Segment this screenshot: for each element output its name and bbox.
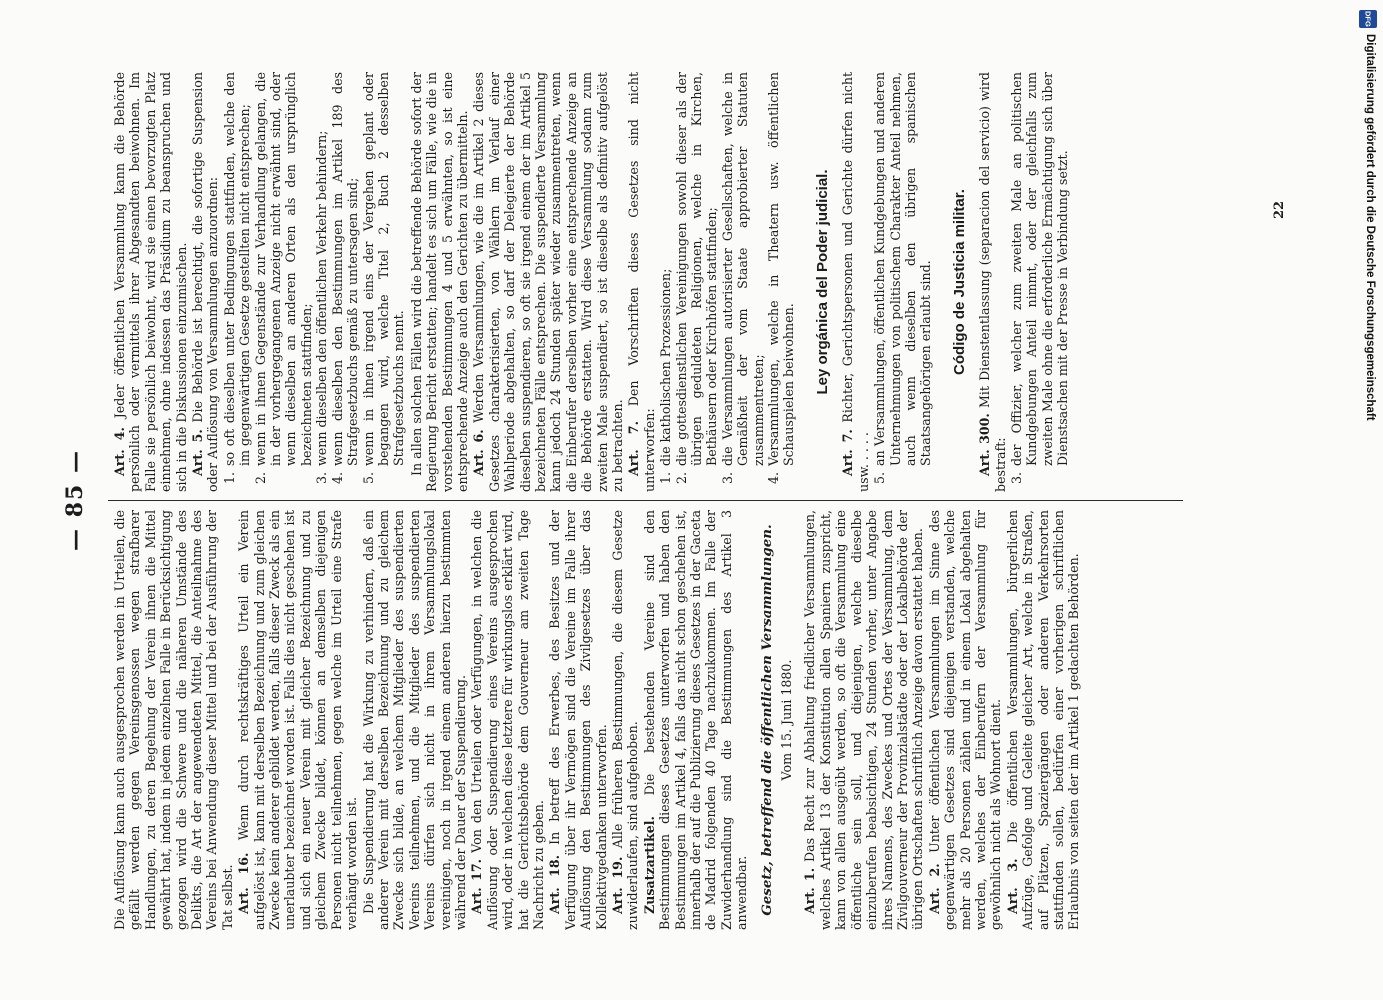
paragraph-art-16b: Die Suspendierung hat die Wirkung zu verhindern, daß ein anderer Verein mit derselben Bezeichnung und zu gleichem Zwecke sich bilde, an welchem Mitglieder des suspendierten Vereins teilnehmen, und die Mitglieder des suspendierten Vereins dürfen sich nicht in ihrem Versammlungslokal vereinigen, noch in irgend einem anderen hierzu bestimmten während der Dauer der Suspendierung.: [360, 510, 468, 930]
article-label: Art. 7.: [840, 429, 856, 476]
list-item: 1. so oft dieselben unter Bedingungen stattfinden, welche den im gegenwärtigen Gesetze gestellten nicht entsprechen;: [222, 72, 253, 468]
paragraph-art-19: [610, 510, 641, 930]
list-item: 1. die katholischen Prozessionen;: [658, 72, 673, 468]
list-item: 5. an Versammlungen, öffentlichen Kundgebungen und anderen Unternehmungen von politischem Charakter Anteil nehmen, auch wenn dieselben den übrigen spanischen Staatsangehörigen erlaubt sind.: [872, 72, 934, 468]
article-text: Die öffentlichen Versammlungen, bürgerlichen Aufzüge, Gefolge und Geleite gleicher Art, welche in Straßen, auf Plätzen, Spaziergängen oder anderen Verkehrsorten stattfinden sollen, bedürfen einer vorherigen schriftlichen Erlaubnis von seiten der im Artikel 1 gedachten Behörden.: [1004, 510, 1082, 930]
section-heading-ley: Ley orgánica del Poder judicial.: [813, 169, 831, 395]
page-number: — 85 —: [62, 449, 88, 551]
list-art-300: [1009, 72, 1071, 492]
article-label: Art. 18.: [547, 854, 563, 914]
article-text: Unter öffentlichen Versammlungen im Sinne des gegenwärtigen Gesetzes sind diejenigen verstanden, welche mehr als 20 Personen zählen und in einem Lokal abgehalten werden, welches der Einberufern der Versammlung für gewöhnlich nicht als Wohnort dient.: [926, 510, 1004, 930]
article-text: Werden Versammlungen, wie die im Artikel 2 dieses Gesetzes charakterisierten, von Wählern im Verlauf einer Wahlperiode abgehalten, so darf der Delegierte der Behörde dieselben suspendieren, so oft sie irgend einem der im Artikel 5 bezeichneten Fälle entsprechen. Die suspendierte Versammlung kann jedoch 24 Stunden später wieder zusammentreten, wenn die Einberufer derselben vorher eine entsprechende Anzeige an die Behörde erstatten. Wird diese Versammlung sodann zum zweiten Male suspendiert, so ist dieselbe als definitiv aufgelöst zu betrachten.: [471, 72, 625, 492]
list-item: 2. die gottesdienstlichen Vereinigungen sowohl dieser als der übrigen geduldeten Religionen, welche in Kirchen, Bethäusern oder Kirchhöfen stattfinden;: [674, 72, 720, 468]
paragraph-art-2: [927, 510, 1004, 930]
paragraph-art-17: [469, 510, 546, 930]
article-text: Das Recht zur Abhaltung friedlicher Versammlungen, welches Artikel 13 der Konstitution allen Spaniern zuspricht, kann von allen ausgeübt werden, so oft die Versammlung eine öffentliche sein soll, und diejenigen, welche dieselbe einzuberufen beabsichtigen, 24 Stunden vorher, unter Angabe ihres Namens, des Zweckes und Ortes der Versammlung, dem Zivilgouverneur der Provinzialstädte oder der Lokalbehörde der übrigen Ortschaften schriftlich Anzeige davon erstattet haben.: [802, 510, 926, 930]
article-label: Art. 3.: [1004, 858, 1020, 914]
left-column: [112, 510, 1182, 930]
article-label: Art. 2.: [926, 863, 942, 914]
article-label: Art. 19.: [610, 856, 625, 914]
list-ley-art-7: [872, 72, 934, 492]
section-heading-codigo: Código de Justicia militar.: [950, 189, 968, 375]
article-text: Mit Dienstentlassung (separacion del servicio) wird bestraft:: [977, 72, 1008, 492]
paragraph-art-300: [977, 72, 1008, 492]
paragraph-art-5: [190, 72, 221, 492]
paragraph-art-7: [626, 72, 657, 492]
list-item: 5. wenn in ihnen irgend eins der Vergehen geplant oder begangen wird, welche Titel 2, Buch 2 desselben Strafgesetzbuchs nennt.: [361, 72, 407, 468]
signature-mark: 22: [1272, 200, 1287, 220]
article-label: Art. 4.: [112, 427, 127, 476]
column-divider: [108, 500, 1183, 501]
paragraph-art-3: [1005, 510, 1082, 930]
paragraph-art-4: [112, 72, 189, 492]
article-text: Den Vorschriften dieses Gesetzes sind nicht unterworfen:: [626, 72, 657, 492]
list-item: 3. die Versammlungen autorisierter Gesellschaften, welche in Gemäßheit der vom Staate approbierter Statuten zusammentreten;: [720, 72, 766, 468]
list-art-7: [658, 72, 797, 492]
article-label: Art. 1.: [802, 867, 818, 914]
article-label: Art. 300.: [977, 413, 993, 476]
paragraph-ley-art-7: [840, 72, 871, 492]
right-column: [112, 72, 1182, 492]
section-heading-gesetz: Gesetz, betreffend die öffentlichen Versammlungen.: [758, 524, 775, 916]
paragraph-intro: Die Auflösung kann auch ausgesprochen werden in Urteilen, die gefällt werden gegen Vereinsgenossen wegen strafbarer Handlungen, zu deren Begehung der Verein ihnen die Mittel gewährt hat, indem in jedem einzelnen Falle in Berücksichtigung gezogen wird die Schwere und die näheren Umstände des Delikts, die Art der angewendeten Mittel, die Anteilnahme des Vereins bei Anwendung dieser Mittel und bei der Ausführung der Tat selbst.: [112, 510, 235, 930]
article-text: Die bestehenden Vereine sind den Bestimmungen dieses Gesetzes unterworfen und haben den Bestimmungen im Artikel 4, falls das nicht schon geschehen ist, innerhalb der auf die Publizierung dieses Gesetzes in der Gaceta de Madrid folgenden 40 Tage nachzukommen. Im Falle der Zuwiderhandlung sind die Bestimmungen des Artikel 3 anwendbar.: [641, 510, 750, 930]
article-label: Art. 17.: [469, 858, 485, 914]
dfg-logo-icon: DFG: [1359, 10, 1377, 28]
article-text: Wenn durch rechtskräftiges Urteil ein Verein aufgelöst ist, kann mit derselben Bezeichnung und zum gleichen Zwecke kein anderer gebildet werden, falls dieser Zweck als ein unerlaubter bezeichnet worden ist. Falls dies nicht geschehen ist und sich ein neuer Verein mit gleicher Bezeichnung und zu gleichem Zwecke bildet, können an demselben diejenigen Personen nicht teilnehmen, gegen welche im Urteil eine Strafe verhängt worden ist.: [236, 510, 360, 930]
article-text: Richter, Gerichtspersonen und Gerichte dürfen nicht usw. . . . .: [840, 72, 871, 492]
article-text: Die Behörde ist berechtigt, die sofortige Suspension oder Auflösung von Versammlungen anzuordnen:: [190, 72, 221, 492]
article-label: Zusatzartikel.: [641, 816, 657, 914]
list-art-5: [222, 72, 407, 492]
paragraph-art-16: [236, 510, 359, 930]
article-label: Art. 5.: [190, 429, 206, 476]
list-item: 3. der Offizier, welcher zum zweiten Male an politischen Kundgebungen Anteil nimmt, oder der gleichfalls zum zweiten Male ohne die erforderliche Ermächtigung sich über Dienstsachen mit der Presse in Verbindung setzt.: [1009, 72, 1071, 468]
digitization-credit: [1358, 6, 1380, 994]
article-label: Art. 6.: [471, 429, 487, 476]
list-item: 4. Versammlungen, welche in Theatern usw. öffentlichen Schauspielen beiwohnen.: [766, 72, 797, 468]
list-item: 2. wenn in ihnen Gegenstände zur Verhandlung gelangen, die in der vorhergegangenen Anzeige nicht erwähnt sind, oder wenn dieselben an anderen Orten als den ursprünglich bezeichneten stattfinden;: [253, 72, 315, 468]
article-text: Von den Urteilen oder Verfügungen, in welchen die Auflösung oder Suspendierung eines Vereins ausgesprochen wird, oder in welchen diese letztere für wirkungslos erklärt wird, hat die Gerichtsbehörde dem Gouverneur am zweiten Tage Nachricht zu geben.: [469, 510, 546, 930]
paragraph-zusatzartikel: [642, 510, 750, 930]
section-date: Vom 15. Juni 1880.: [779, 659, 795, 781]
article-text: Alle früheren Bestimmungen, die diesem Gesetze zuwiderlaufen, sind aufgehoben.: [610, 510, 641, 930]
article-text: In betreff des Erwerbes, des Besitzes und der Verfügung über ihr Vermögen sind die Vereine im Falle ihrer Auflösung den Bestimmungen des Zivilgesetzes über das Kollektivgedanken unterworfen.: [547, 510, 609, 930]
article-text: Jeder öffentlichen Versammlung kann die Behörde persönlich oder vermittels ihrer Abgesandten beiwohnen. Im Falle sie persönlich beiwohnt, wird sie einen bevorzugten Platz einnehmen, ohne indessen das Präsidium zu beanspruchen und sich in die Diskussionen einzumischen.: [112, 72, 189, 492]
paragraph-art-18: [547, 510, 609, 930]
list-item: 3. wenn dieselben den öffentlichen Verkehr behindern;: [314, 72, 329, 468]
credit-text: Digitalisierung gefördert durch die Deutsche Forschungsgemeinschaft: [1364, 34, 1376, 421]
list-item: 4. wenn dieselben den Bestimmungen im Artikel 189 des Strafgesetzbuchs gemäß zu untersagen sind;: [330, 72, 361, 468]
article-label: Art. 7.: [626, 421, 642, 476]
paragraph-art-1: [802, 510, 925, 930]
paragraph-art-6: [471, 72, 625, 492]
article-label: Art. 16.: [236, 852, 252, 914]
paragraph-art-5b: In allen solchen Fällen wird die betreffende Behörde sofort der Regierung Bericht erstatten; handelt es sich um Fälle, wie die in vorstehenden Bestimmungen 4 und 5 erwähnten, so ist eine entsprechende Anzeige auch den Gerichten zu übermitteln.: [408, 72, 470, 492]
